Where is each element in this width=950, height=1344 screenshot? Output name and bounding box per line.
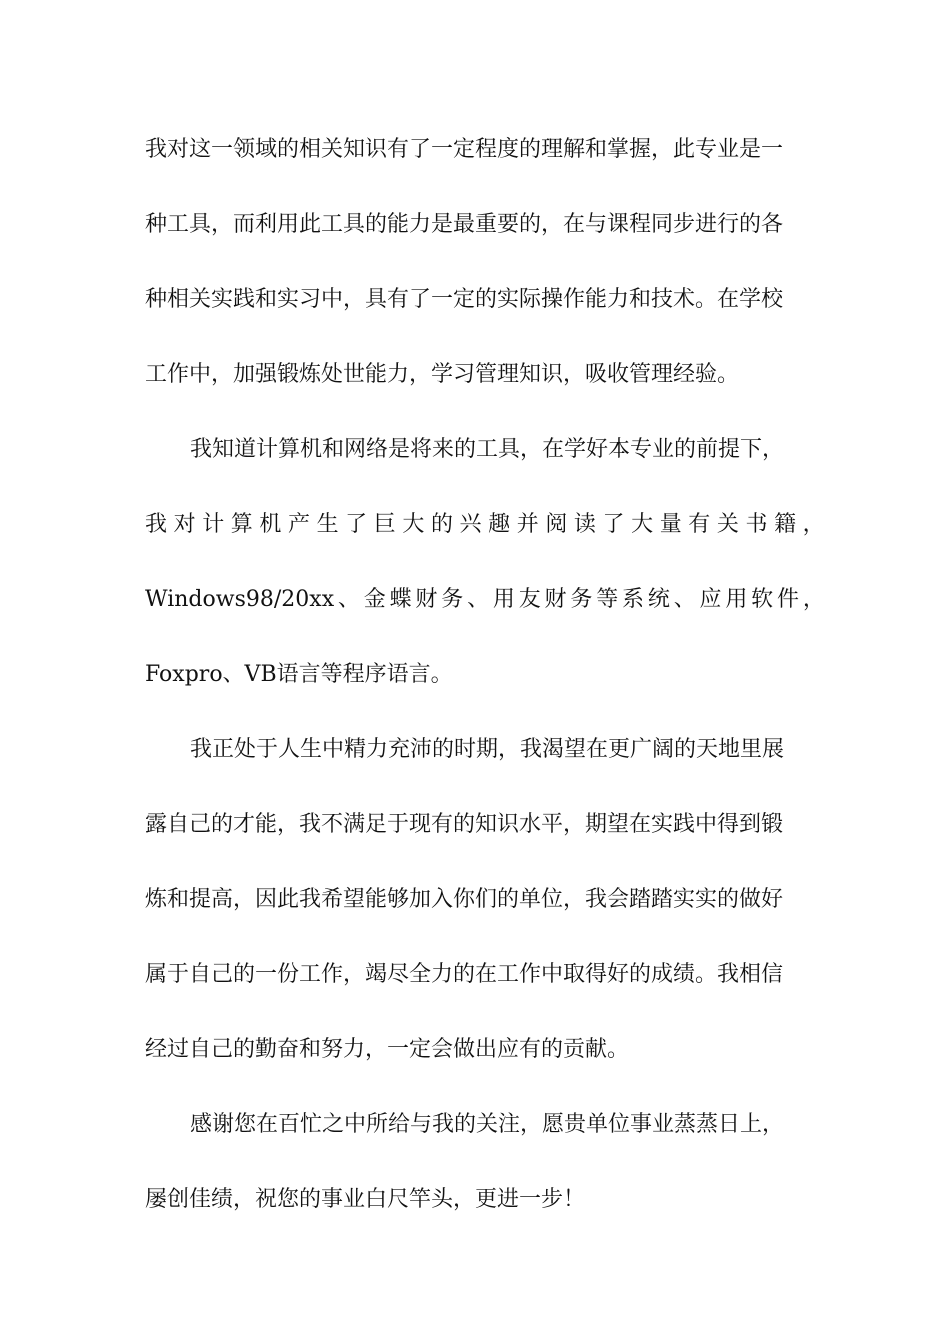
paragraph-2-line-2-char: 大 xyxy=(631,512,654,537)
paragraph-2-line-3-part: Windows98/20xx xyxy=(145,587,335,612)
paragraph-2-line-2-char: 籍 xyxy=(774,512,797,537)
paragraph-2-line-3-part: 务 xyxy=(441,587,464,612)
paragraph-2-line-3-part: 应 xyxy=(699,587,722,612)
paragraph-2-line-3-part: 务 xyxy=(570,587,593,612)
paragraph-4-line-1: 感谢您在百忙之中所给与我的关注，愿贵单位事业蒸蒸日上， xyxy=(190,1112,785,1137)
paragraph-2-line-3-part: 、 xyxy=(673,587,696,612)
paragraph-2-line-3-part: 系 xyxy=(622,587,645,612)
paragraph-2-line-2-char: 的 xyxy=(430,512,453,537)
paragraph-2-line-2-char: 生 xyxy=(316,512,339,537)
paragraph-2-line-2-char: 量 xyxy=(659,512,682,537)
paragraph-3-line-3: 炼和提高，因此我希望能够加入你们的单位，我会踏踏实实的做好 xyxy=(145,887,784,912)
paragraph-1-line-4: 工作中，加强锻炼处世能力，学习管理知识，吸收管理经验。 xyxy=(145,362,740,387)
paragraph-2-line-2-char: 我 xyxy=(145,512,168,537)
paragraph-2-line-3-part: 统 xyxy=(647,587,670,612)
paragraph-2-line-3-part: 等 xyxy=(596,587,619,612)
paragraph-2-line-2-char: 兴 xyxy=(459,512,482,537)
paragraph-2-line-3-part: 金 xyxy=(363,587,386,612)
paragraph-2-line-3-part: ， xyxy=(802,587,825,612)
paragraph-2-line-2-char: 了 xyxy=(345,512,368,537)
paragraph-2-line-2-char: 大 xyxy=(402,512,425,537)
paragraph-2-line-3-part: 、 xyxy=(467,587,490,612)
paragraph-2-line-2-char: ， xyxy=(802,512,825,537)
paragraph-2-line-3-part: 件 xyxy=(777,587,800,612)
paragraph-3-line-4: 属于自己的一份工作，竭尽全力的在工作中取得好的成绩。我相信 xyxy=(145,962,784,987)
paragraph-2-line-2 xyxy=(145,510,825,540)
paragraph-2-line-2-char: 有 xyxy=(688,512,711,537)
paragraph-2-line-2-char: 并 xyxy=(516,512,539,537)
paragraph-2-line-3-part: 财 xyxy=(544,587,567,612)
paragraph-1-line-1: 我对这一领域的相关知识有了一定程度的理解和掌握，此专业是一 xyxy=(145,137,784,162)
paragraph-2-line-2-char: 产 xyxy=(287,512,310,537)
paragraph-2-line-2-char: 对 xyxy=(173,512,196,537)
paragraph-2-line-3-part: 蝶 xyxy=(389,587,412,612)
paragraph-2-line-3-part: 、 xyxy=(337,587,360,612)
paragraph-2-line-2-char: 巨 xyxy=(373,512,396,537)
paragraph-2-line-2-char: 关 xyxy=(716,512,739,537)
paragraph-2-line-3-part: 用 xyxy=(492,587,515,612)
paragraph-2-line-1: 我知道计算机和网络是将来的工具，在学好本专业的前提下， xyxy=(190,437,785,462)
paragraph-4-line-2: 屡创佳绩，祝您的事业白尺竿头，更进一步！ xyxy=(145,1187,586,1212)
paragraph-2-line-2-char: 了 xyxy=(602,512,625,537)
paragraph-2-line-2-char: 趣 xyxy=(488,512,511,537)
paragraph-2-line-3-part: 财 xyxy=(415,587,438,612)
paragraph-2-line-2-char: 读 xyxy=(573,512,596,537)
paragraph-3-line-5: 经过自己的勤奋和努力，一定会做出应有的贡献。 xyxy=(145,1037,630,1062)
paragraph-1-line-3: 种相关实践和实习中，具有了一定的实际操作能力和技术。在学校 xyxy=(145,287,784,312)
paragraph-1-line-2: 种工具，而利用此工具的能力是最重要的，在与课程同步进行的各 xyxy=(145,212,784,237)
paragraph-2-line-3-part: 用 xyxy=(725,587,748,612)
paragraph-3-line-1: 我正处于人生中精力充沛的时期，我渴望在更广阔的天地里展 xyxy=(190,737,785,762)
paragraph-2-line-2-char: 阅 xyxy=(545,512,568,537)
paragraph-2-line-2-char: 机 xyxy=(259,512,282,537)
paragraph-2-line-2-char: 计 xyxy=(202,512,225,537)
paragraph-3-line-2: 露自己的才能，我不满足于现有的知识水平，期望在实践中得到锻 xyxy=(145,812,784,837)
paragraph-2-line-2-char: 算 xyxy=(230,512,253,537)
paragraph-2-line-4: Foxpro、VB语言等程序语言。 xyxy=(145,662,453,687)
paragraph-2-line-3-part: 软 xyxy=(751,587,774,612)
paragraph-2-line-3-part: 友 xyxy=(518,587,541,612)
paragraph-2-line-2-char: 书 xyxy=(745,512,768,537)
paragraph-2-line-3 xyxy=(145,585,825,615)
